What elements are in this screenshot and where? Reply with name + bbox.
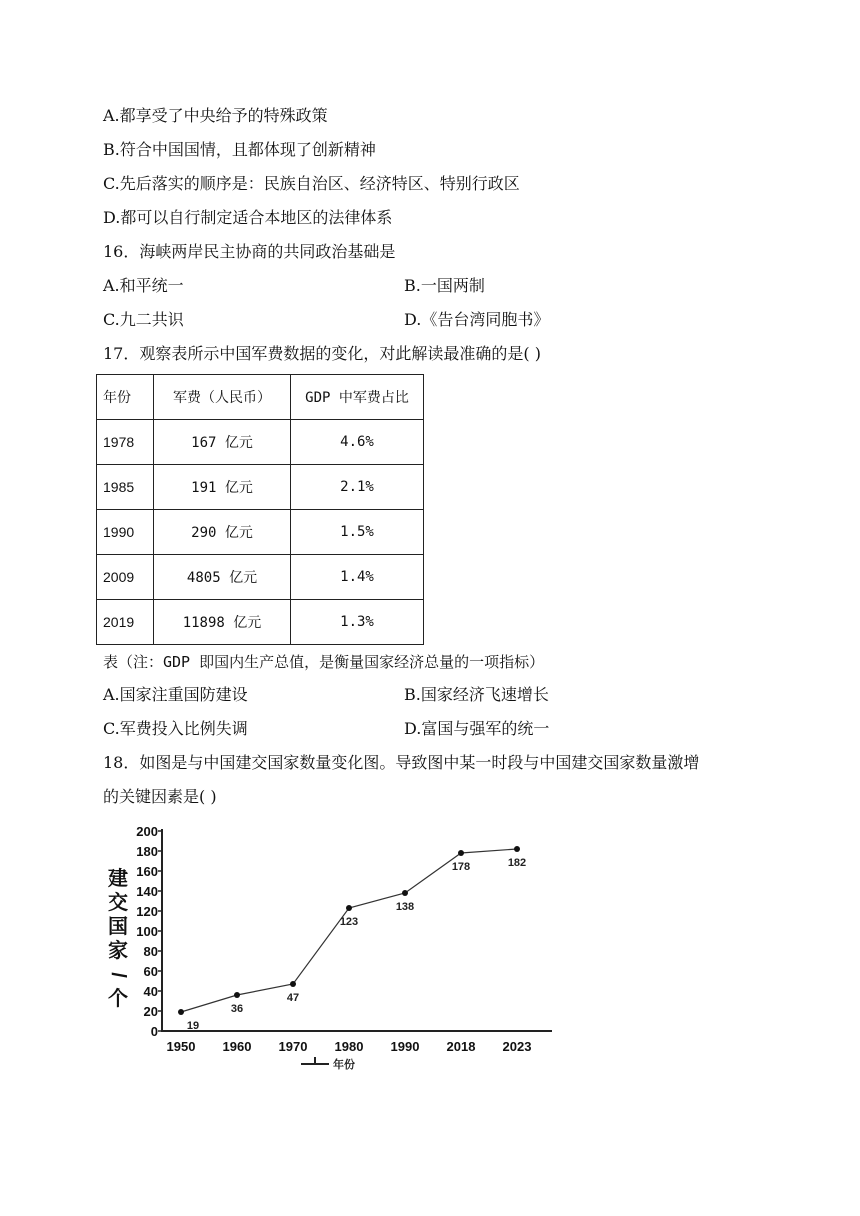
data-label: 19	[186, 1020, 200, 1032]
data-point	[514, 846, 520, 852]
diplomatic-relations-line-chart	[100, 815, 570, 1070]
q18-stem-line1: 18．如图是与中国建交国家数量变化图。导致图中某一时段与中国建交国家数量激增	[103, 753, 700, 772]
cell-share: 2.1%	[291, 465, 424, 510]
q15-option-c: C.先后落实的顺序是：民族自治区、经济特区、特别行政区	[103, 174, 520, 193]
q15-option-d: D.都可以自行制定适合本地区的法律体系	[103, 208, 393, 227]
y-tick-label: 20	[143, 1004, 158, 1019]
y-tick-label: 0	[150, 1024, 158, 1039]
x-axis-label-mark	[301, 1057, 329, 1064]
q16-option-b: B.一国两制	[404, 276, 485, 295]
q16-stem: 16．海峡两岸民主协商的共同政治基础是	[103, 242, 396, 261]
table-row	[97, 555, 424, 600]
data-label: 123	[339, 916, 359, 928]
q15-option-a: A.都享受了中央给予的特殊政策	[103, 106, 328, 125]
header-year: 年份	[97, 375, 154, 420]
q17-option-d: D.富国与强军的统一	[404, 719, 550, 738]
table-row	[97, 465, 424, 510]
cell-budget: 11898 亿元	[154, 600, 291, 645]
y-axis-label-char: /	[107, 972, 129, 978]
table-row	[97, 510, 424, 555]
q18-stem-line2: 的关键因素是( )	[103, 787, 217, 806]
y-axis-label-char: 家	[108, 940, 128, 962]
q16-option-a: A.和平统一	[103, 276, 184, 295]
cell-year: 2009	[97, 555, 154, 600]
y-axis-label-char: 国	[108, 916, 128, 938]
y-tick-label: 160	[136, 864, 158, 879]
y-tick-label: 120	[136, 904, 158, 919]
q17-stem: 17．观察表所示中国军费数据的变化，对此解读最准确的是( )	[103, 344, 541, 363]
q17-option-b: B.国家经济飞速增长	[404, 685, 549, 704]
y-axis-label-char: 交	[108, 892, 128, 914]
q15-option-b: B.符合中国国情，且都体现了创新精神	[103, 140, 376, 159]
military-budget-table	[96, 374, 424, 645]
q17-option-a: A.国家注重国防建设	[103, 685, 248, 704]
cell-budget: 290 亿元	[154, 510, 291, 555]
q16-option-d: D.《告台湾同胞书》	[404, 310, 550, 329]
y-axis-label-char: 个	[108, 988, 128, 1010]
cell-share: 1.5%	[291, 510, 424, 555]
x-tick-label: 2018	[446, 1039, 476, 1054]
data-label: 138	[395, 901, 415, 913]
data-label: 178	[451, 861, 471, 873]
data-label: 182	[507, 857, 527, 869]
y-tick-label: 180	[136, 844, 158, 859]
cell-year: 1978	[97, 420, 154, 465]
data-label: 36	[230, 1003, 244, 1015]
data-point	[178, 1009, 184, 1015]
table-header-row	[97, 375, 424, 420]
y-axis-label-char: 建	[108, 868, 128, 890]
data-point	[234, 992, 240, 998]
table-row	[97, 600, 424, 645]
y-tick-label: 140	[136, 884, 158, 899]
x-tick-label: 1970	[278, 1039, 308, 1054]
data-point	[458, 850, 464, 856]
cell-budget: 4805 亿元	[154, 555, 291, 600]
q17-option-c: C.军费投入比例失调	[103, 719, 248, 738]
cell-year: 2019	[97, 600, 154, 645]
y-tick-label: 100	[136, 924, 158, 939]
data-point	[402, 890, 408, 896]
x-tick-label: 2023	[502, 1039, 532, 1054]
header-budget: 军费（人民币）	[154, 375, 291, 420]
x-axis-label-group	[301, 1057, 355, 1070]
data-label: 47	[286, 992, 300, 1004]
table-row	[97, 420, 424, 465]
x-tick-label: 1950	[166, 1039, 196, 1054]
y-tick-label: 40	[143, 984, 158, 999]
cell-year: 1985	[97, 465, 154, 510]
cell-share: 4.6%	[291, 420, 424, 465]
q16-option-c: C.九二共识	[103, 310, 184, 329]
header-gdp-share: GDP 中军费占比	[291, 375, 424, 420]
data-point	[290, 981, 296, 987]
cell-share: 1.4%	[291, 555, 424, 600]
y-tick-label: 80	[143, 944, 158, 959]
x-tick-label: 1960	[222, 1039, 252, 1054]
cell-budget: 191 亿元	[154, 465, 291, 510]
cell-year: 1990	[97, 510, 154, 555]
table-note: 表（注：GDP 即国内生产总值，是衡量国家经济总量的一项指标）	[103, 653, 545, 671]
x-tick-label: 1990	[390, 1039, 420, 1054]
x-tick-label: 1980	[334, 1039, 364, 1054]
y-tick-label: 60	[143, 964, 158, 979]
y-axis-label	[107, 866, 129, 1010]
y-tick-label: 200	[136, 824, 158, 839]
cell-budget: 167 亿元	[154, 420, 291, 465]
series-line	[181, 849, 517, 1012]
x-axis-label: 年份	[333, 1059, 355, 1070]
data-point	[346, 905, 352, 911]
cell-share: 1.3%	[291, 600, 424, 645]
